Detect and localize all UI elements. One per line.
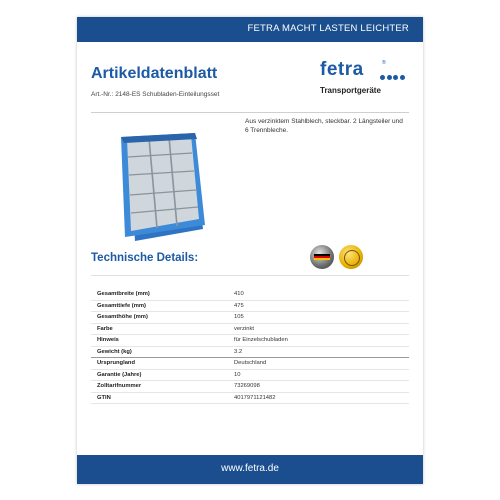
logo-registered-mark: ® xyxy=(382,60,386,66)
document-title: Artikeldatenblatt xyxy=(91,65,218,82)
table-row: Gesamtbreite (mm) 410 xyxy=(91,289,409,301)
product-description: Aus verzinktem Stahlblech, steckbar. 2 Längsteiler und 6 Trennbleche. xyxy=(245,118,403,134)
header-bar xyxy=(77,17,423,42)
made-in-germany-badge-icon xyxy=(310,245,334,269)
table-row: Zolltarifnummer 73269098 xyxy=(91,381,409,393)
table-row: Gesamthöhe (mm) 105 xyxy=(91,312,409,324)
footer-website-link[interactable]: www.fetra.de xyxy=(221,463,279,474)
header-slogan: FETRA MACHT LASTEN LEICHTER xyxy=(247,23,409,34)
table-row: Garantie (Jahre) 10 xyxy=(91,370,409,382)
fetra-logo xyxy=(320,59,410,109)
article-number-line: Art.-Nr.: 2148-ES Schubladen-Einteilungsset xyxy=(91,91,220,98)
product-image-drawer-divider-set xyxy=(91,117,231,242)
footer-bar xyxy=(77,455,423,484)
table-row: Hinweis für Einzelschubladen xyxy=(91,335,409,347)
table-row: Ursprungland Deutschland xyxy=(91,358,409,370)
table-row: Gewicht (kg) 3.2 xyxy=(91,347,409,359)
logo-tagline: Transportgeräte xyxy=(320,86,381,95)
guarantee-badge-icon xyxy=(339,245,363,269)
logo-wordmark: fetra xyxy=(320,59,364,80)
technical-details-title: Technische Details: xyxy=(91,252,199,264)
technical-details-table xyxy=(91,289,409,404)
table-row: Gesamttiefe (mm) 475 xyxy=(91,301,409,313)
table-row: GTIN 4017971121482 xyxy=(91,393,409,405)
logo-dots xyxy=(380,75,405,80)
datasheet-page xyxy=(77,17,423,484)
table-row: Farbe verzinkt xyxy=(91,324,409,336)
header-divider xyxy=(91,112,409,113)
section-divider xyxy=(91,275,409,276)
